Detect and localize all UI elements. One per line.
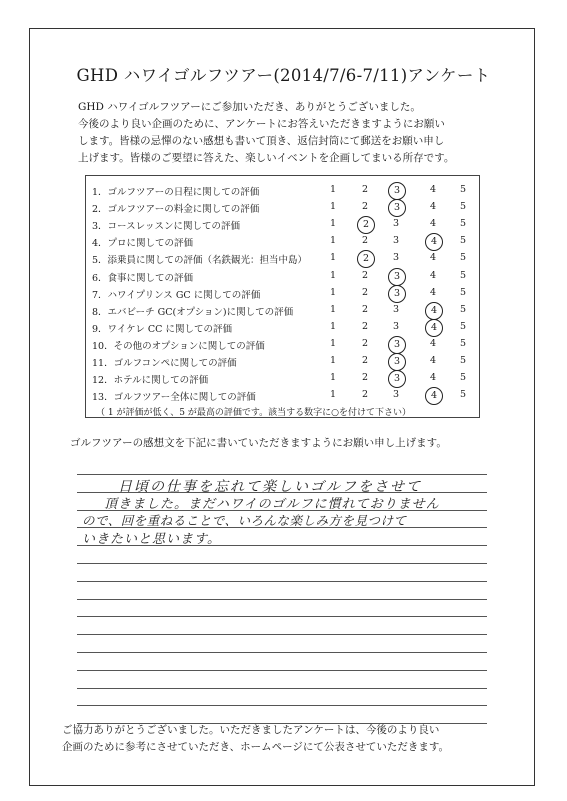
score-option[interactable]: 1 (329, 252, 337, 264)
rating-row (86, 285, 479, 303)
comment-line: 頂きました。まだハワイのゴルフに慣れておりません (104, 497, 440, 512)
score-option[interactable]: 4 (429, 286, 437, 298)
score-option[interactable]: 4 (429, 218, 437, 230)
circled-score[interactable]: 2 (357, 250, 375, 268)
rating-row (86, 216, 479, 234)
rating-row (86, 182, 479, 200)
score-option[interactable]: 1 (329, 184, 337, 195)
score-option[interactable]: 1 (329, 269, 337, 281)
score-option[interactable]: 2 (361, 184, 369, 195)
score-option[interactable]: 2 (361, 201, 369, 213)
score-option[interactable]: 5 (459, 372, 467, 384)
score-option[interactable]: 3 (392, 218, 400, 230)
score-option[interactable]: 5 (459, 201, 467, 213)
circled-score[interactable]: 3 (388, 182, 406, 200)
question-label: 7．ハワイプリンス GC に関しての評価 (92, 289, 261, 301)
survey-title: GHD ハワイゴルフツアー(2014/7/6-7/11)アンケート (76, 66, 491, 85)
score-option[interactable]: 4 (429, 337, 437, 349)
question-label: 6．食事に関しての評価 (92, 272, 194, 284)
ruled-line (77, 474, 487, 475)
score-option[interactable]: 5 (459, 218, 467, 230)
intro-line: します。皆様の忌憚のない感想も書いて頂き、返信封筒にて郵送をお願い申し (78, 135, 445, 147)
intro-line: 今後のより良い企画のために、アンケートにお答えいただきますようにお願い (78, 118, 445, 130)
circled-score[interactable]: 3 (388, 199, 406, 217)
score-option[interactable]: 1 (329, 303, 337, 315)
score-option[interactable]: 2 (361, 235, 369, 247)
score-option[interactable]: 1 (329, 235, 337, 247)
question-label: 4．プロに関しての評価 (92, 238, 194, 250)
intro-line: GHD ハワイゴルフツアーにご参加いただき、ありがとうございました。 (78, 101, 421, 113)
question-label: 12．ホテルに関しての評価 (92, 375, 209, 387)
score-option[interactable]: 5 (459, 235, 467, 247)
score-option[interactable]: 1 (329, 389, 337, 401)
score-option[interactable]: 1 (329, 201, 337, 213)
score-option[interactable]: 1 (329, 337, 337, 349)
rating-row (86, 319, 479, 337)
comment-line: いきたいと思います。 (82, 532, 221, 547)
score-option[interactable]: 1 (329, 218, 337, 230)
rating-row (86, 268, 479, 286)
ruled-line (77, 652, 487, 653)
score-option[interactable]: 3 (392, 235, 400, 247)
score-option[interactable]: 1 (329, 286, 337, 298)
score-option[interactable]: 4 (429, 355, 437, 366)
score-option[interactable]: 1 (329, 320, 337, 332)
score-option[interactable]: 3 (392, 252, 400, 264)
score-option[interactable]: 2 (361, 372, 369, 384)
rating-row (86, 250, 479, 268)
score-option[interactable]: 2 (361, 303, 369, 315)
score-option[interactable]: 4 (429, 269, 437, 281)
rating-row (86, 387, 479, 405)
score-option[interactable]: 4 (429, 252, 437, 264)
footer-line: 企画のために参考にさせていただき、ホームページにて公表させていただきます。 (62, 741, 450, 753)
ruled-line (77, 599, 487, 600)
score-option[interactable]: 5 (459, 355, 467, 366)
intro-text (78, 99, 498, 167)
circled-score[interactable]: 3 (388, 285, 406, 303)
rating-row (86, 302, 479, 320)
comment-line: ので、回を重ねることで、いろんな楽しみ方を見つけて (82, 513, 407, 528)
rating-row (86, 370, 479, 388)
circled-score[interactable]: 3 (388, 353, 406, 371)
circled-score[interactable]: 4 (425, 319, 443, 337)
ruled-line (77, 670, 487, 671)
circled-score[interactable]: 3 (388, 268, 406, 286)
ruled-line (77, 563, 487, 564)
score-option[interactable]: 2 (361, 337, 369, 349)
question-label: 1．ゴルフツアーの日程に関しての評価 (92, 187, 260, 198)
score-option[interactable]: 4 (429, 201, 437, 213)
score-option[interactable]: 5 (459, 252, 467, 264)
circled-score[interactable]: 3 (388, 370, 406, 388)
rating-row (86, 233, 479, 251)
score-option[interactable]: 5 (459, 337, 467, 349)
ruled-line (77, 688, 487, 689)
rating-note: （ 1 が評価が低く、5 が最高の評価です。該当する数字に○を付けて下さい） (96, 408, 411, 418)
score-option[interactable]: 2 (361, 320, 369, 332)
question-label: 13．ゴルフツアー全体に関しての評価 (92, 392, 256, 404)
question-label: 8．エバビーチ GC(オプション)に関しての評価 (92, 306, 294, 318)
circled-score[interactable]: 4 (425, 387, 443, 405)
score-option[interactable]: 1 (329, 355, 337, 366)
score-option[interactable]: 5 (459, 184, 467, 195)
comment-line: 日頃の仕事を忘れて楽しいゴルフをさせて (118, 479, 422, 495)
score-option[interactable]: 1 (329, 372, 337, 384)
footer-text (62, 722, 512, 756)
ruled-line (77, 616, 487, 617)
ruled-line (77, 705, 487, 706)
score-option[interactable]: 2 (361, 355, 369, 366)
circled-score[interactable]: 2 (357, 216, 375, 234)
question-label: 5．添乗員に関しての評価（名鉄観光：担当中島） (92, 255, 308, 267)
intro-line: 上げます。皆様のご要望に答えた、楽しいイベントを企画してまいる所存です。 (78, 152, 455, 164)
question-label: 2．ゴルフツアーの料金に関しての評価 (92, 204, 260, 216)
score-option[interactable]: 3 (392, 389, 400, 401)
circled-score[interactable]: 3 (388, 336, 406, 354)
circled-score[interactable]: 4 (425, 233, 443, 251)
question-label: 3．コースレッスンに関しての評価 (92, 221, 240, 233)
score-option[interactable]: 5 (459, 303, 467, 315)
rating-row (86, 199, 479, 217)
score-option[interactable]: 2 (361, 389, 369, 401)
question-label: 9．ワイケレ CC に関しての評価 (92, 323, 232, 335)
question-label: 11．ゴルフコンペに関しての評価 (92, 358, 237, 369)
score-option[interactable]: 4 (429, 372, 437, 384)
score-option[interactable]: 2 (361, 286, 369, 298)
ruled-line (77, 634, 487, 635)
footer-line: ご協力ありがとうございました。いただきましたアンケートは、今後のより良い (62, 724, 440, 736)
rating-row (86, 353, 479, 371)
rating-row (86, 336, 479, 354)
score-option[interactable]: 5 (459, 269, 467, 281)
score-option[interactable]: 2 (361, 269, 369, 281)
score-option[interactable]: 3 (392, 303, 400, 315)
circled-score[interactable]: 4 (425, 302, 443, 320)
score-option[interactable]: 5 (459, 320, 467, 332)
ruled-line (77, 581, 487, 582)
question-label: 10．その他のオプションに関しての評価 (92, 340, 265, 352)
score-option[interactable]: 5 (459, 286, 467, 298)
comment-prompt: ゴルフツアーの感想文を下記に書いていただきますようにお願い申し上げます。 (70, 437, 447, 449)
score-option[interactable]: 3 (392, 320, 400, 332)
score-option[interactable]: 5 (459, 389, 467, 401)
score-option[interactable]: 4 (429, 184, 437, 195)
rating-table (85, 175, 480, 418)
